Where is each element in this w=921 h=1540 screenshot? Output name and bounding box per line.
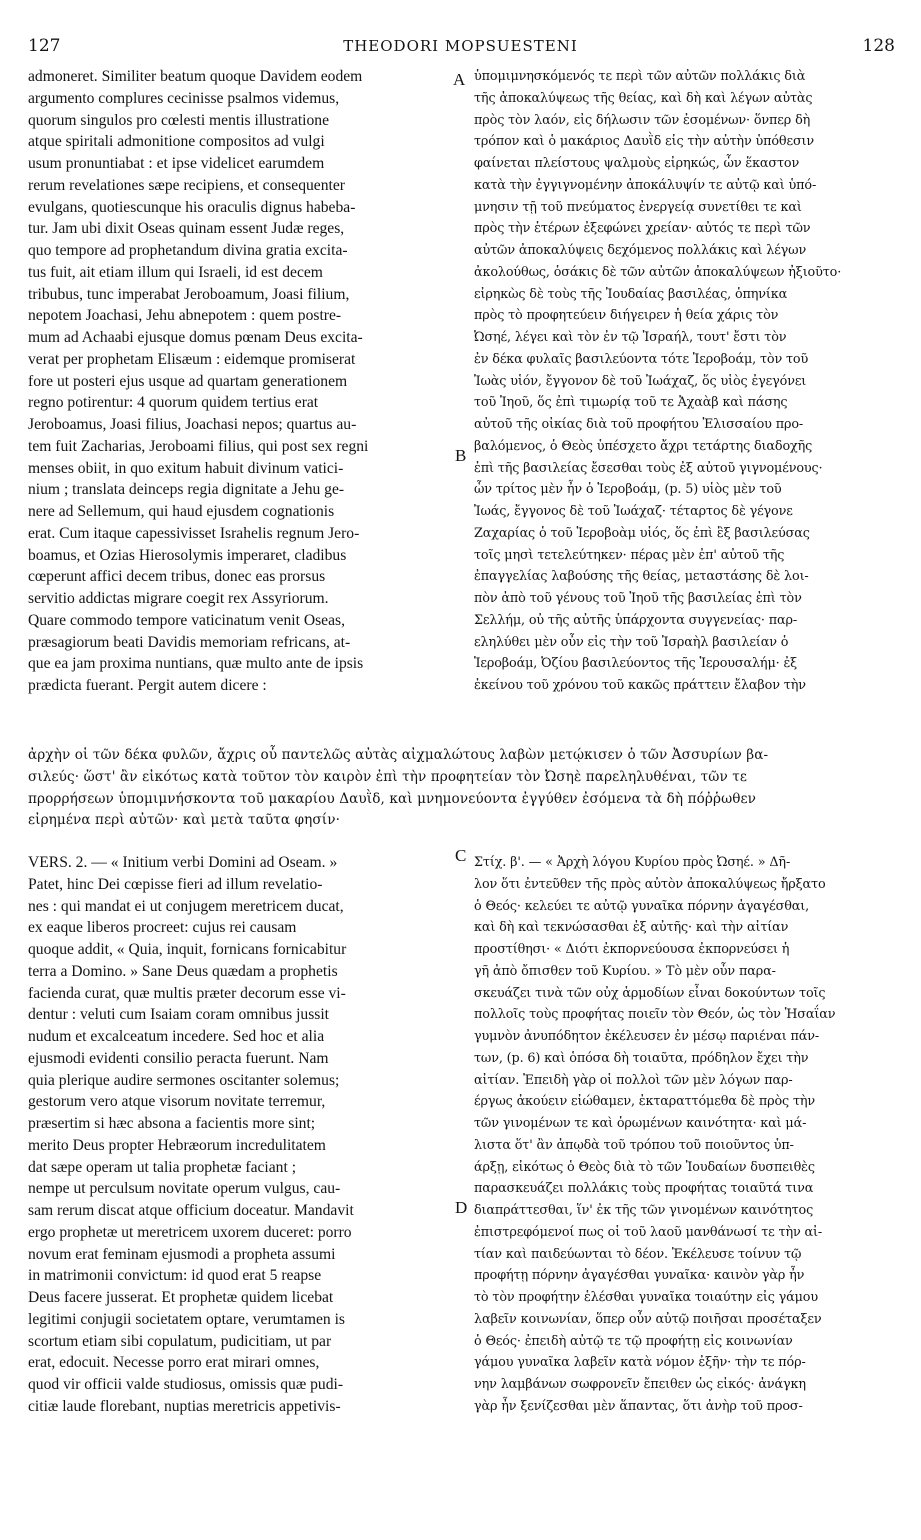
latin-text-line: erat. Cum itaque capessivisset Israhelis regnum Jero- [28, 524, 360, 542]
greek-text-line: γὰρ ἦν ξενίζεσθαι μὲν ἅπαντας, ὅτι ἀνὴρ τοῦ προσ- [474, 1398, 803, 1414]
margin-letter-a: A [453, 70, 466, 89]
latin-text-line: nepotem Joachasi, Jehu abnepotem : quem postre- [28, 307, 342, 325]
greek-text-line: βαλόμενος, ὁ Θεὸς ὑπέσχετο ἄχρι τετάρτης διαδοχῆς [474, 438, 813, 454]
latin-text-line: ejusmodi evidenti consilio peracta fuerunt. Nam [28, 1049, 329, 1067]
greek-text-line: ὧν τρίτος μὲν ἦν ὁ Ἱεροβοάμ, (p. 5) υἱὸς μὲν τοῦ [474, 482, 782, 498]
latin-text-line: nium ; translata deinceps regia dignitate a Jehu ge- [28, 481, 345, 499]
greek-column-top [474, 66, 895, 697]
latin-text-line: mum ad Achaabi ejusque domus pœnam Deus excita- [28, 329, 363, 346]
greek-text-line: πολλοῖς τοὺς προφήτας ποιεῖν τὸν Θεόν, ὡς τὸν Ἡσαΐαν [474, 1007, 836, 1023]
latin-text-line: VERS. 2. — « Initium verbi Domini ad Oseam. » [28, 854, 338, 871]
greek-text-line: σκευάζει τινὰ τῶν οὐχ ἁρμοδίων εἶναι δοκούντων τοῖς [474, 985, 826, 1001]
greek-text-line: διαπράττεσθαι, ἵν' ἐκ τῆς τῶν γινομένων καινότητος [474, 1203, 814, 1218]
latin-text-line: nere ad Sellemum, qui haud ejusdem cognationis [28, 503, 335, 520]
latin-text-line: quorum singulos pro cœlesti mentis illustratione [28, 111, 330, 129]
greek-text-line: άρξῃ, εἰκότως ὁ Θεὸς διὰ τὸ τῶν Ἰουδαίων δυσπειθὲς [474, 1159, 815, 1175]
margin-letter-d: D [455, 1198, 468, 1217]
latin-text-line: tem fuit Zacharias, Jeroboami filius, qui post sex regni [28, 437, 369, 455]
latin-text-line: boamus, et Ozias Hierosolymis imperaret, cladibus [28, 546, 347, 564]
greek-text-line: προστίθησι· « Διότι ἐκπορνεύουσα ἐκπορνεύσει ἡ [474, 942, 790, 957]
greek-text-line: ἐν δέκα φυλαῖς βασιλεύοντα τότε Ἱεροβοάμ, τὸν τοῦ [474, 351, 809, 367]
greek-text-line: πρὸς τὴν ἑτέρων ἐξεφώνει χρείαν· αὐτός τε περὶ τῶν [474, 221, 811, 237]
greek-text-line: καὶ δὴ καὶ τεκνώσασθαι ἐξ αὐτῆς· καὶ τὴν αἰτίαν [474, 920, 789, 936]
greek-text-line: τὸ τὸν προφήτην ἑλέσθαι γυναῖκα τοιαύτην εἰς γάμου [474, 1290, 818, 1305]
greek-text-line: προφήτῃ πόρνην ἀγαγέσθαι γυναῖκα· καινὸν γὰρ ἦν [474, 1268, 805, 1284]
latin-text-line: prædicta fuerant. Pergit autem dicere : [28, 677, 267, 694]
greek-text-line: τοῖς μησὶ τετελεύτηκεν· πέρας μὲν ἐπ' αὐτοῦ τῆς [474, 547, 785, 563]
latin-text-line: evulgans, quotiescunque his oraculis dignus habeba- [28, 198, 356, 216]
latin-text-line: in matrimonii convictum: id quod erat 5 reapse [28, 1267, 322, 1285]
greek-text-line: τῶν γινομένων τε καὶ ὁρωμένων καινότητα· καὶ μά- [474, 1116, 807, 1131]
latin-text-line: merito Deus propter Hebræorum incredulitatem [28, 1136, 326, 1154]
latin-text-line: terra a Domino. » Sane Deus quædam a prophetis [28, 962, 338, 980]
latin-text-line: regno potirentur: 4 quorum quidem tertius erat [28, 394, 319, 412]
latin-text-line: Quare commodo tempore vaticinatum venit Oseas, [28, 611, 345, 629]
greek-text-line: λον ὅτι ἐντεῦθεν τῆς πρὸς αὐτὸν ἀποκαλύψεως ἤρξατο [474, 876, 826, 892]
latin-text-line: rerum revelationes sæpe recipiens, et consequenter [28, 176, 345, 194]
greek-text-line: Σελλήμ, οὐ τῆς αὐτῆς ὑπάρχοντα συγγενείας· παρ- [474, 612, 797, 628]
greek-text-line: γυμνὸν ἀνυπόδητον ἐκέλευσεν ἐν μέσῳ παριέναι πάν- [474, 1029, 820, 1044]
latin-text-line: præsagiorum beati Davidis memoriam refricans, at- [28, 633, 351, 651]
latin-text-line: tur. Jam ubi dixit Oseas quinam essent Judæ reges, [28, 220, 345, 238]
greek-text-line: Ἱεροβοάμ, Ὀζίου βασιλεύοντος τῆς Ἱερουσαλήμ· ἐξ [474, 656, 798, 672]
latin-text-line: legitimi conjugii societatem optare, verumtamen is [28, 1310, 345, 1328]
greek-text-line: ἐπαγγελίας λαβούσης τῆς θείας, μεταστάσης δὲ λοι- [474, 569, 809, 585]
margin-letter-c: C [455, 846, 467, 865]
latin-column-bottom [28, 852, 458, 1418]
greek-text-line: Ἰωάς, ἔγγονος δὲ τοῦ Ἰωάχαζ· τέταρτος δὲ γέγονε [474, 504, 793, 519]
margin-letter-b: B [455, 446, 467, 465]
greek-text-line: Ἰωὰς υἱόν, ἔγγονον δὲ τοῦ Ἰωάχαζ, ὅς υἱὸς ἐγεγόνει [474, 373, 807, 389]
greek-text-line: προρρήσεων ὑπομιμνήσκοντα τοῦ μακαρίου Δαυῒδ, καὶ μνημονεύοντα ἐγγύθεν ἐσόμενα τὰ δὴ πόῤῥωθεν [28, 790, 757, 807]
greek-text-line: γῆ ἀπὸ ὄπισθεν τοῦ Κυρίου. » Τὸ μὲν οὖν παρα- [474, 963, 776, 979]
running-head: THEODORI MOPSUESTENI [343, 37, 578, 55]
greek-text-line: λιστα ὅτ' ἂν ἀπῳδὰ τοῦ τρόπου τοῦ ποιοῦντος ὑπ- [474, 1137, 794, 1153]
latin-text-line: cœperunt affici decem tribus, donec eas prorsus [28, 568, 326, 586]
greek-text-line: πρὸς τὸν λαόν, εἰς δήλωσιν τῶν ἐσομένων· ὅνπερ δὴ [474, 112, 811, 128]
latin-text-line: tribubus, tunc imperabat Jeroboamum, Joasi filium, [28, 285, 350, 303]
greek-text-line: τίαν καὶ παιδεύωνται τὸ δέον. Ἐκέλευσε τοίνυν τῷ [474, 1246, 802, 1262]
greek-text-line: τρόπον καὶ ὁ μακάριος Δαυῒδ εἰς τὴν αὐτὴν ὑπόθεσιν [474, 134, 815, 150]
latin-text-line: novum erat feminam ejusmodi a propheta assumi [28, 1245, 336, 1263]
latin-text-line: verat per prophetam Elisæum : eidemque promiserat [28, 350, 356, 368]
latin-text-line: nes : qui mandat ei ut conjugem meretricem ducat, [28, 897, 344, 915]
latin-text-line: que ea jam proxima nuntians, quæ multo ante de ipsis [28, 655, 364, 673]
greek-text-line: μνησιν τῇ τοῦ πνεύματος ἐνεργείᾳ συνετίθει τε καὶ [474, 199, 802, 215]
latin-text-line: nudum et excalceatum incedere. Sed hoc et alia [28, 1028, 325, 1045]
latin-text-line: usum pronuntiabat : et ipse videlicet earumdem [28, 155, 325, 172]
latin-text-line: facienda curat, quæ multis præter decorum esse vi- [28, 984, 346, 1002]
greek-text-line: των, (p. 6) καὶ ὁπόσα δὴ τοιαῦτα, πρόδηλον ἔχει τὴν [474, 1050, 809, 1066]
latin-text-line: quia plerique audire sermones oscitanter solemus; [28, 1071, 340, 1089]
greek-text-line: εἰρημένα περὶ αὐτῶν· καὶ μετὰ ταῦτα φησίν· [28, 812, 340, 829]
greek-text-line: εληλύθει μὲν οὖν εἰς τὴν τοῦ Ἰσραὴλ βασιλείαν ὁ [474, 634, 789, 650]
latin-text-line: citiæ laude florebant, nuptias meretricis appetivis- [28, 1397, 341, 1415]
greek-text-line: κατὰ τὴν ἐγγιγνομένην ἀποκάλυψίν τε αὐτῷ καὶ ὑπό- [474, 177, 817, 193]
greek-text-line: ὁ Θεός· κελεύει τε αὐτῷ γυναῖκα πόρνην ἀγαγέσθαι, [474, 898, 810, 914]
greek-text-line: τοῦ Ἰηοῦ, ὅς ἐπὶ τιμωρίᾳ τοῦ τε Ἀχαὰβ καὶ πάσης [474, 395, 788, 411]
greek-text-line: τῆς ἀποκαλύψεως τῆς θείας, καὶ δὴ καὶ λέγων αὐτὰς [474, 90, 813, 106]
greek-text-line: Ὠσηέ, λέγει καὶ τὸν ἐν τῷ Ἰσραήλ, τουτ' ἔστι τὸν [474, 330, 787, 345]
latin-text-line: dat sæpe operam ut talia prophetæ faciant ; [28, 1158, 297, 1176]
latin-text-line: præsertim si hæc absona a facientis more sint; [28, 1115, 316, 1132]
greek-text-line: γάμου γυναῖκα λαβεῖν κατὰ νόμον ἐξῆν· τὴν τε πόρ- [474, 1355, 806, 1371]
latin-text-line: nempe ut perculsum novitate operum vulgus, cau- [28, 1180, 341, 1198]
greek-text-line: λαβεῖν κοινωνίαν, ὅπερ οὖν αὐτῷ ποιῆσαι προσέταξεν [474, 1311, 822, 1327]
latin-text-line: menses obiit, in quo exitum habuit divinum vatici- [28, 459, 344, 477]
greek-text-line: ἐπιστρεφόμενοί πως οἱ τοῦ λαοῦ μανθάνωσί τε τὴν αἰ- [474, 1224, 823, 1240]
greek-text-line: αἰτίαν. Ἐπειδὴ γὰρ οἱ πολλοὶ τῶν μὲν λόγων παρ- [474, 1072, 793, 1088]
latin-text-line: gestorum vero atque visorum novitate terremur, [28, 1093, 326, 1111]
greek-text-line: έργως ἀκούειν εἰώθαμεν, ἐκταραττόμεθα δὲ πρὸς τὴν [474, 1094, 816, 1110]
greek-text-line: αὐτοῦ τῆς οἰκίας διὰ τοῦ προφήτου Ἐλισσαίου προ- [474, 417, 804, 432]
greek-text-line: αὐτῶν ἀποκαλύψεις δεχόμενος πολλάκις καὶ λέγων [474, 243, 807, 258]
greek-text-line: Στίχ. β'. — « Ἀρχὴ λόγου Κυρίου πρὸς Ὠσηέ. » Δῆ- [474, 855, 791, 870]
latin-text-line: Patet, hinc Dei cœpisse fieri ad illum revelatio- [28, 875, 323, 893]
latin-text-line: ergo prophetæ ut meretricem uxorem duceret: porro [28, 1223, 352, 1241]
greek-full-width-passage [28, 745, 893, 832]
greek-text-line: σιλεύς· ὥστ' ἂν εἰκότως κατὰ τοῦτον τὸν καιρὸν ἐπὶ τὴν προφητείαν τὸν Ὠσηὲ παρεληλυθέναι, τῶν τε [28, 768, 748, 785]
greek-text-line: ἐπὶ τῆς βασιλείας ἔσεσθαι τοὺς ἐξ αὐτοῦ γιγνομένους· [474, 460, 823, 476]
page-number-left: 127 [28, 36, 61, 56]
latin-text-line: atque spiritali admonitione compositos ad vulgi [28, 133, 325, 151]
greek-text-line: ὁ Θεός· ἐπειδὴ αὐτῷ τε τῷ προφήτῃ εἰς κοινωνίαν [474, 1333, 793, 1349]
greek-text-line: πὸν ἀπὸ τοῦ γένους τοῦ Ἰηοῦ τῆς βασιλείας ἐπὶ τὸν [474, 591, 802, 606]
latin-text-line: quo tempore ad prophetandum divina gratia excita- [28, 242, 348, 259]
greek-column-bottom [474, 852, 895, 1418]
latin-text-line: quoque addit, « Quia, inquit, fornicans fornicabitur [28, 941, 347, 958]
latin-text-line: fore ut posteri ejus usque ad quartam generationem [28, 372, 348, 390]
latin-column-top [28, 66, 458, 697]
latin-text-line: argumento complures cecinisse psalmos videmus, [28, 89, 340, 107]
latin-text-line: scortum etiam sibi copulatum, pudicitiam, ut par [28, 1332, 332, 1350]
latin-text-line: ex eaque liberos procreet: cujus rei causam [28, 919, 297, 937]
greek-text-line: ὑπομιμνησκόμενός τε περὶ τῶν αὐτῶν πολλάκις διὰ [474, 69, 806, 84]
greek-text-line: ἐκείνου τοῦ χρόνου τοῦ κακῶς πράττειν ἔλαβον τὴν [474, 678, 806, 693]
latin-text-line: erat, edocuit. Necesse porro erat mirari omnes, [28, 1354, 320, 1372]
greek-text-line: Ζαχαρίας ὁ τοῦ Ἱεροβοὰμ υἱός, ὅς ἐπὶ ἓξ βασιλεύσας [474, 525, 810, 541]
greek-text-line: φαίνεται πλείστους ψαλμοὺς εἰρηκώς, ὧν ἕκαστον [474, 156, 800, 171]
page-number-right: 128 [862, 36, 895, 56]
latin-text-line: dentur : veluti cum Isaiam coram omnibus jussit [28, 1006, 329, 1024]
greek-text-line: ἀκολούθως, ὁσάκις δὲ τῶν αὐτῶν ἀποκαλύψεων ἠξιοῦτο· [474, 264, 842, 280]
greek-text-line: ἀρχὴν οἱ τῶν δέκα φυλῶν, ἄχρις οὗ παντελῶς αὐτὰς αἰχμαλώτους λαβὼν μετῴκισεν ὁ τῶν Ἀσσυρίων βα- [28, 747, 769, 763]
latin-text-line: tus fuit, ait etiam illum qui Israeli, id est decem [28, 263, 323, 281]
greek-text-line: παρασκευάζει πολλάκις τοὺς προφήτας τοιαῦτά τινα [474, 1181, 814, 1197]
greek-text-line: νην λαμβάνων σωφρονεῖν ἔπειθεν ὡς εἰκός· ἀνάγκη [474, 1377, 806, 1392]
greek-text-line: πρὸς τὸ προφητεύειν διήγειρεν ἡ θεία χάρις τὸν [474, 308, 779, 324]
greek-text-line: εἰρηκὼς δὲ τοὺς τῆς Ἰουδαίας βασιλέας, ὁπηνίκα [474, 286, 788, 302]
latin-text-line: admoneret. Similiter beatum quoque Davidem eodem [28, 68, 363, 85]
latin-text-line: Deus facere jusserat. Et prophetæ quidem licebat [28, 1289, 334, 1306]
latin-text-line: servitio addictas migrare coegit rex Assyriorum. [28, 590, 329, 607]
latin-text-line: sam rerum discat atque officium doceatur. Mandavit [28, 1202, 354, 1219]
latin-text-line: Jeroboamus, Joasi filius, Joachasi nepos; quartus au- [28, 416, 357, 433]
latin-text-line: quod vir officii valde studiosus, omissis quæ pudi- [28, 1376, 344, 1393]
